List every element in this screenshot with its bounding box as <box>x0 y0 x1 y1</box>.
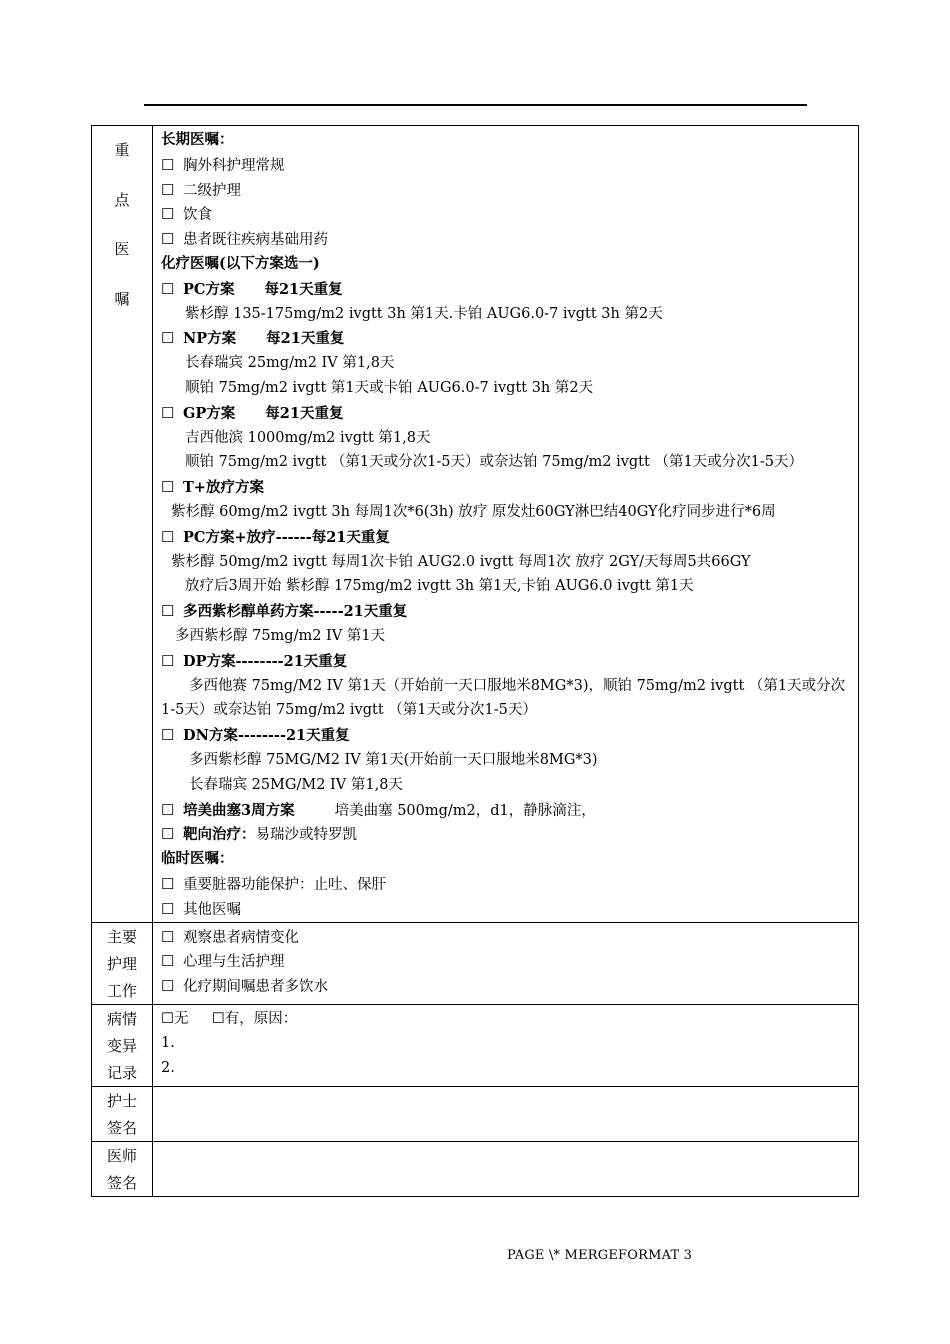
checkbox-icon[interactable]: ☐ <box>161 602 175 621</box>
nursing-label-cell <box>92 922 153 1004</box>
checkbox-icon[interactable]: ☐ <box>161 927 175 946</box>
item-label: 心理与生活护理 <box>183 954 285 971</box>
doctor-signature-row <box>92 1141 859 1196</box>
nurse-signature-label-line: 护士 <box>106 1091 137 1110</box>
checkbox-icon[interactable]: ☐ <box>161 952 175 971</box>
chemo-title: 化疗医嘱(以下方案选一) <box>161 254 320 272</box>
regimen-docetaxel-single[interactable] <box>161 599 852 624</box>
regimen-detail: 紫杉醇 50mg/m2 ivgtt 每周1次卡铂 AUG2.0 ivgtt 每周1次 放疗 2GY/天每周5共66GY <box>171 553 751 570</box>
regimen-np[interactable] <box>161 326 852 351</box>
checkbox-icon[interactable]: ☐ <box>161 155 175 174</box>
regimen-frequency: 每21天重复 <box>266 330 345 348</box>
variation-none-option[interactable] <box>161 1011 189 1027</box>
page-footer: PAGE \* MERGEFORMAT 3 <box>507 1248 693 1263</box>
regimen-detail: 多西他赛 75mg/M2 IV 第1天（开始前一天口服地米8MG*3)，顺铂 75mg/m2 ivgtt （第1天或分次1-5天）或奈达铂 75mg/m2 ivgtt （第1天或分次1-5天） <box>161 677 846 719</box>
long-term-item[interactable] <box>161 153 852 178</box>
regimen-pc[interactable] <box>161 277 852 302</box>
checkbox-icon[interactable]: ☐ <box>161 977 175 996</box>
regimen-t-radiotherapy[interactable] <box>161 475 852 500</box>
regimen-detail: 多西紫杉醇 75MG/M2 IV 第1天(开始前一天口服地米8MG*3) <box>189 751 598 768</box>
regimen-detail: 放疗后3周开始 紫杉醇 175mg/m2 ivgtt 3h 第1天,卡铂 AUG6.0 ivgtt 第1天 <box>185 578 694 595</box>
temporary-orders-title: 临时医嘱： <box>161 850 234 868</box>
item-label: 化疗期间嘱患者多饮水 <box>183 979 328 996</box>
checkbox-icon[interactable]: ☐ <box>161 329 175 348</box>
variation-label-line: 变异 <box>106 1036 137 1055</box>
clinical-pathway-table <box>91 125 859 1197</box>
variation-label-cell <box>92 1004 153 1086</box>
regimen-detail: 顺铂 75mg/m2 ivgtt 第1天或卡铂 AUG6.0-7 ivgtt 3h 第2天 <box>185 379 594 396</box>
regimen-name: PC方案+放疗------每21天重复 <box>183 528 390 546</box>
checkbox-icon[interactable]: ☐ <box>161 403 175 422</box>
checkbox-icon[interactable]: ☐ <box>161 899 175 918</box>
regimen-name: NP方案 <box>183 330 237 348</box>
doctor-signature-label-line: 医师 <box>106 1146 137 1165</box>
variation-entry[interactable]: 2. <box>161 1060 175 1077</box>
nurse-signature-field[interactable] <box>153 1086 859 1141</box>
doctor-signature-label-cell <box>92 1141 153 1196</box>
temporary-order-item[interactable] <box>161 897 852 922</box>
regimen-pemetrexed[interactable] <box>161 798 852 823</box>
doctor-signature-label-line: 签名 <box>106 1173 137 1192</box>
item-label: 患者既往疾病基础用药 <box>183 232 328 249</box>
item-label: 其他医嘱 <box>183 901 241 918</box>
item-label: 重要脏器功能保护：止吐、保肝 <box>183 876 386 893</box>
regimen-name: GP方案 <box>183 404 236 422</box>
nursing-item[interactable] <box>161 974 852 999</box>
nursing-label-line: 工作 <box>106 981 137 1000</box>
orders-label-char: 医 <box>114 240 130 258</box>
regimen-detail: 紫杉醇 60mg/m2 ivgtt 3h 每周1次*6(3h) 放疗 原发灶60GY淋巴结40GY化疗同步进行*6周 <box>171 503 776 520</box>
variation-row <box>92 1004 859 1086</box>
nurse-signature-row <box>92 1086 859 1141</box>
regimen-dp[interactable] <box>161 649 852 674</box>
variation-entry[interactable]: 1. <box>161 1035 175 1052</box>
regimen-gp[interactable] <box>161 401 852 426</box>
variation-label-line: 病情 <box>106 1009 137 1028</box>
item-label: 观察患者病情变化 <box>183 929 299 946</box>
checkbox-icon[interactable]: ☐ <box>161 825 175 844</box>
checkbox-icon[interactable]: ☐ <box>161 478 175 497</box>
checkbox-icon[interactable]: ☐ <box>161 527 175 546</box>
item-label: 胸外科护理常规 <box>183 157 285 174</box>
checkbox-icon[interactable]: ☐ <box>161 230 175 249</box>
orders-label-char: 点 <box>114 190 130 209</box>
checkbox-icon[interactable]: ☐ <box>161 651 175 670</box>
regimen-name: DN方案--------21天重复 <box>183 727 350 745</box>
header-rule <box>144 104 807 106</box>
variation-content-cell <box>153 1004 859 1086</box>
orders-row <box>92 126 859 923</box>
long-term-title: 长期医嘱： <box>161 131 234 148</box>
checkbox-icon[interactable]: ☐ <box>161 1010 174 1027</box>
regimen-detail: 多西紫杉醇 75mg/m2 IV 第1天 <box>175 627 386 644</box>
checkbox-icon[interactable]: ☐ <box>161 180 175 199</box>
checkbox-icon[interactable]: ☐ <box>161 800 175 819</box>
regimen-name: 靶向治疗： <box>183 826 256 844</box>
nurse-signature-label-line: 签名 <box>106 1118 137 1137</box>
regimen-name: DP方案--------21天重复 <box>183 652 348 670</box>
orders-label-cell <box>92 126 153 923</box>
variation-yes-option[interactable] <box>212 1011 298 1027</box>
regimen-name: 培美曲塞3周方案 <box>183 801 295 819</box>
nursing-item[interactable] <box>161 949 852 974</box>
regimen-detail: 顺铂 75mg/m2 ivgtt （第1天或分次1-5天）或奈达铂 75mg/m2 ivgtt （第1天或分次1-5天） <box>185 454 804 471</box>
regimen-targeted[interactable] <box>161 822 852 847</box>
temporary-order-item[interactable] <box>161 872 852 897</box>
regimen-frequency: 每21天重复 <box>264 280 343 298</box>
regimen-detail: 吉西他滨 1000mg/m2 ivgtt 第1,8天 <box>185 429 431 446</box>
nursing-label-line: 护理 <box>106 954 137 973</box>
item-label: 饮食 <box>183 207 212 224</box>
regimen-name: 多西紫杉醇单药方案-----21天重复 <box>183 603 408 621</box>
variation-label-line: 记录 <box>106 1063 137 1082</box>
checkbox-icon[interactable]: ☐ <box>211 1010 225 1027</box>
nursing-row <box>92 922 859 1004</box>
nursing-content-cell <box>153 922 859 1004</box>
checkbox-icon[interactable]: ☐ <box>161 874 175 893</box>
long-term-item[interactable] <box>161 202 852 227</box>
nursing-label-line: 主要 <box>106 927 137 946</box>
regimen-detail: 长春瑞宾 25mg/m2 IV 第1,8天 <box>185 355 395 372</box>
regimen-detail: 培美曲塞 500mg/m2，d1，静脉滴注， <box>334 802 596 819</box>
checkbox-icon[interactable]: ☐ <box>161 205 175 224</box>
regimen-frequency: 每21天重复 <box>265 404 344 422</box>
doctor-signature-field[interactable] <box>153 1141 859 1196</box>
regimen-pc-radiotherapy[interactable] <box>161 525 852 550</box>
orders-content-cell <box>153 126 859 923</box>
regimen-detail: 长春瑞宾 25MG/M2 IV 第1,8天 <box>189 776 403 793</box>
checkbox-icon[interactable]: ☐ <box>161 279 175 298</box>
long-term-item[interactable] <box>161 178 852 203</box>
option-label: 无 <box>174 1010 189 1027</box>
option-label: 有，原因： <box>224 1010 298 1027</box>
regimen-name: PC方案 <box>183 280 235 298</box>
regimen-name: T+放疗方案 <box>183 479 264 497</box>
regimen-dn[interactable] <box>161 723 852 748</box>
orders-label-char: 重 <box>114 141 130 159</box>
item-label: 二级护理 <box>183 182 241 199</box>
nurse-signature-label-cell <box>92 1086 153 1141</box>
checkbox-icon[interactable]: ☐ <box>161 726 175 745</box>
regimen-detail: 紫杉醇 135-175mg/m2 ivgtt 3h 第1天.卡铂 AUG6.0-7 ivgtt 3h 第2天 <box>185 305 663 322</box>
regimen-detail: 易瑞沙或特罗凯 <box>255 827 357 844</box>
long-term-item[interactable] <box>161 227 852 252</box>
nursing-item[interactable] <box>161 925 852 950</box>
orders-label-char: 嘱 <box>114 289 130 308</box>
